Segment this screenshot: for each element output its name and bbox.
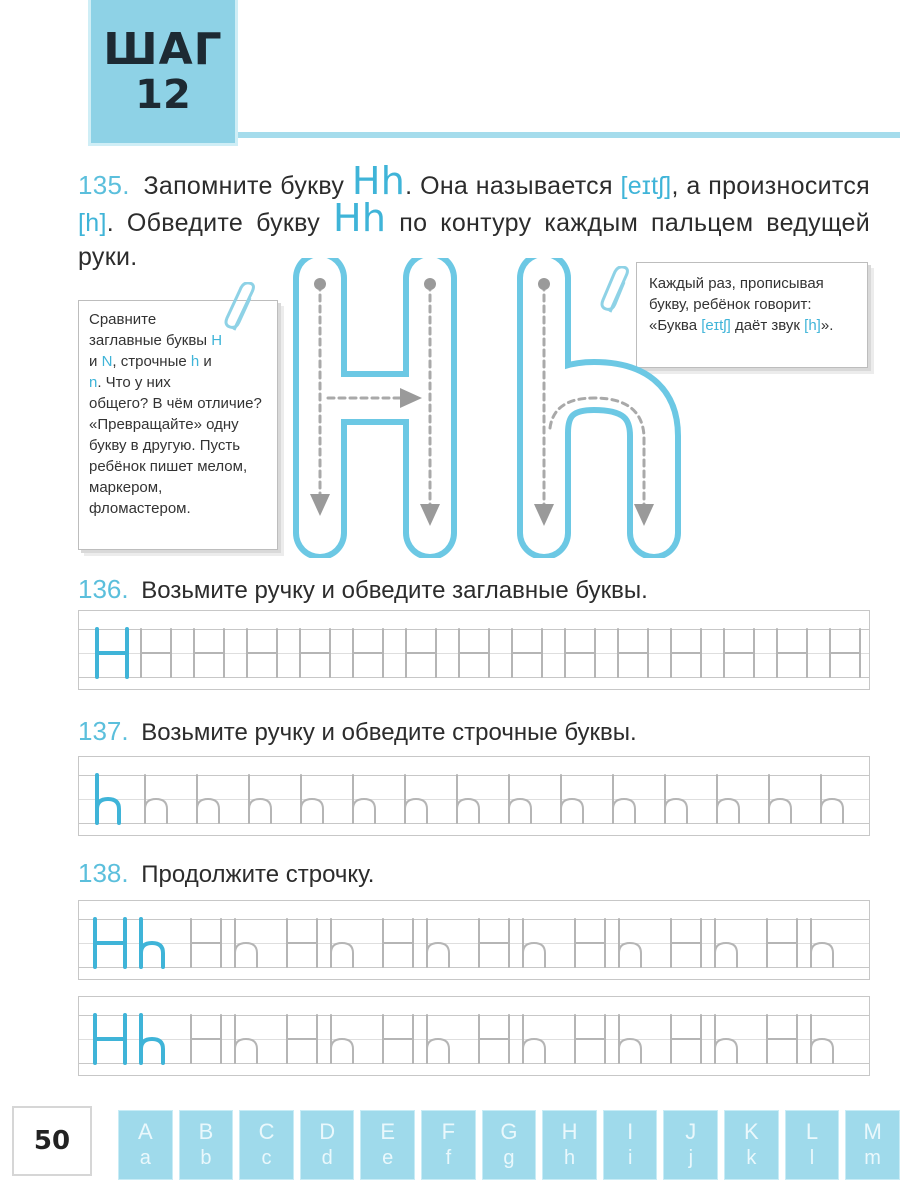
alphabet-uppercase: A [137, 1119, 153, 1144]
note-left-rest: общего? В чём отличие? «Превращайте» одну букву в другую. Пусть ребёнок пишет мелом, маркером, фломастером. [89, 395, 262, 517]
writing-lines-136 [78, 610, 870, 690]
alphabet-letter-f [421, 1110, 476, 1180]
task-136-text: Возьмите ручку и обведите заглавные буквы. [141, 577, 648, 604]
task-135-letter-2: Hh [333, 196, 387, 240]
trace-letter-h [811, 1015, 833, 1063]
trace-letter-H [575, 1015, 605, 1063]
trace-letter-H [512, 629, 542, 677]
trace-letter-h [427, 919, 449, 967]
step-number: 12 [135, 71, 191, 118]
trace-letter-h [811, 919, 833, 967]
task-135-text-1: Запомните букву [143, 172, 345, 200]
lowercase-h-tracing-row [79, 757, 871, 837]
trace-letter-H [671, 1015, 701, 1063]
trace-letter-H [575, 919, 605, 967]
trace-letter-h [331, 1015, 353, 1063]
trace-letter-h [235, 1015, 257, 1063]
trace-letter-H [671, 919, 701, 967]
alphabet-letter-i [603, 1110, 658, 1180]
alphabet-letter-a [118, 1110, 173, 1180]
task-135-text-4: . Обведите букву [106, 209, 321, 237]
note-left [78, 300, 278, 550]
model-letter-h [141, 1015, 163, 1063]
note-right-sound: [h] [804, 317, 821, 334]
trace-letter-h [145, 775, 167, 823]
alphabet-letter-k [724, 1110, 779, 1180]
alphabet-lowercase: b [200, 1147, 212, 1169]
alphabet-uppercase: I [627, 1119, 634, 1144]
trace-letter-h [821, 775, 843, 823]
trace-letter-h [561, 775, 583, 823]
trace-letter-H [383, 919, 413, 967]
writing-lines-137 [78, 756, 870, 836]
alphabet-lowercase: m [864, 1147, 881, 1169]
writing-lines-138-b [78, 996, 870, 1076]
alphabet-uppercase: E [380, 1119, 396, 1144]
trace-letter-H [767, 1015, 797, 1063]
note-left-text: заглавные буквы [89, 332, 208, 349]
note-left-text: , строчные [112, 353, 187, 370]
step-tab [88, 0, 238, 146]
trace-letter-h [717, 775, 739, 823]
alphabet-letter-d [300, 1110, 355, 1180]
task-138-number: 138. [78, 858, 129, 888]
model-letter-h [141, 919, 163, 967]
trace-letter-H [191, 919, 221, 967]
alphabet-uppercase: H [561, 1119, 578, 1144]
alphabet-lowercase: f [445, 1147, 452, 1169]
note-right-letter-name: [eɪtʃ] [701, 317, 731, 334]
trace-letter-H [406, 629, 436, 677]
trace-letter-H [194, 629, 224, 677]
uppercase-H-tracing-row [79, 611, 871, 691]
trace-letter-H [383, 1015, 413, 1063]
alphabet-letter-b [179, 1110, 234, 1180]
note-left-text: и [89, 353, 98, 370]
trace-letter-H [565, 629, 595, 677]
alphabet-lowercase: c [261, 1147, 272, 1169]
trace-letter-H [767, 919, 797, 967]
trace-letter-h [715, 1015, 737, 1063]
trace-letter-H [247, 629, 277, 677]
trace-letter-h [619, 1015, 641, 1063]
trace-letter-h [427, 1015, 449, 1063]
alphabet-lowercase: k [746, 1147, 757, 1169]
model-letter-H [97, 629, 127, 677]
task-135-text-5: по контуру каждым пальцем ведущей руки. [78, 209, 871, 271]
task-138-text: Продолжите строчку. [141, 861, 375, 888]
trace-letter-H [724, 629, 754, 677]
trace-letter-H [479, 1015, 509, 1063]
header-rule [238, 132, 900, 138]
trace-letter-h [619, 919, 641, 967]
trace-letter-h [249, 775, 271, 823]
task-137-number: 137. [78, 716, 129, 746]
note-left-letter-h: h [190, 353, 200, 370]
trace-letter-H [777, 629, 807, 677]
note-left-letter-n: n [89, 374, 98, 391]
Hh-tracing-row [79, 997, 871, 1077]
trace-letter-H [459, 629, 489, 677]
trace-letter-H [353, 629, 383, 677]
Hh-tracing-row [79, 901, 871, 981]
task-137-text: Возьмите ручку и обведите строчные буквы. [141, 719, 637, 746]
alphabet-letter-l [785, 1110, 840, 1180]
trace-letter-H [287, 919, 317, 967]
note-left-text: . Что у них [97, 374, 171, 391]
trace-letter-h [665, 775, 687, 823]
trace-letter-h [523, 1015, 545, 1063]
alphabet-letter-c [239, 1110, 294, 1180]
alphabet-letter-m [845, 1110, 900, 1180]
trace-letter-H [830, 629, 860, 677]
task-135-sound: [h] [78, 209, 107, 237]
alphabet-uppercase: B [198, 1119, 214, 1144]
alphabet-lowercase: e [382, 1147, 394, 1169]
note-left-line-1: Сравните [89, 311, 157, 328]
trace-letter-h [457, 775, 479, 823]
note-right-text-1: Каждый раз, прописывая букву, ребёнок говорит: «Буква [649, 275, 824, 334]
task-135-text-3: , а произносится [671, 172, 870, 200]
note-right-text-3: ». [820, 317, 834, 334]
task-135-letter-1: Hh [351, 159, 406, 203]
task-136-number: 136. [78, 574, 129, 604]
alphabet-uppercase: K [744, 1119, 759, 1144]
alphabet-uppercase: F [441, 1119, 456, 1144]
alphabet-uppercase: C [258, 1119, 275, 1144]
trace-letter-h [301, 775, 323, 823]
trace-letter-h [235, 919, 257, 967]
page-number: 50 [12, 1106, 92, 1176]
alphabet-lowercase: a [139, 1147, 151, 1169]
trace-letter-H [618, 629, 648, 677]
alphabet-uppercase: M [863, 1119, 882, 1144]
trace-letter-h [523, 919, 545, 967]
note-left-line-4 [89, 372, 267, 393]
task-135-letter-name: [eɪtʃ] [620, 172, 672, 200]
note-left-line-3 [89, 351, 267, 372]
note-left-letter-N: N [101, 353, 113, 370]
trace-letter-H [479, 919, 509, 967]
alphabet-lowercase: j [688, 1147, 694, 1169]
note-left-text: и [203, 353, 212, 370]
task-137 [78, 714, 637, 750]
model-letter-h [97, 775, 119, 823]
tracing-letters-Hh [282, 258, 722, 558]
trace-letter-h [613, 775, 635, 823]
alphabet-letter-e [360, 1110, 415, 1180]
step-word: ШАГ [103, 23, 223, 75]
alphabet-lowercase: h [564, 1147, 576, 1169]
alphabet-letter-h [542, 1110, 597, 1180]
note-right-text-2: даёт звук [734, 317, 800, 334]
trace-letter-H [287, 1015, 317, 1063]
task-135-text-2: . Она называется [405, 172, 613, 200]
trace-letter-h [769, 775, 791, 823]
task-136 [78, 572, 648, 608]
alphabet-uppercase: G [500, 1119, 518, 1144]
writing-lines-138-a [78, 900, 870, 980]
trace-letter-h [509, 775, 531, 823]
trace-letter-h [331, 919, 353, 967]
trace-letter-h [405, 775, 427, 823]
task-138 [78, 856, 374, 892]
trace-letter-h [353, 775, 375, 823]
alphabet-uppercase: L [805, 1119, 819, 1144]
note-left-letter-H: H [211, 332, 223, 349]
trace-letter-H [191, 1015, 221, 1063]
alphabet-uppercase: D [319, 1119, 336, 1144]
alphabet-uppercase: J [685, 1119, 697, 1144]
alphabet-letter-g [482, 1110, 537, 1180]
trace-letter-H [671, 629, 701, 677]
alphabet-letter-j [663, 1110, 718, 1180]
alphabet-strip [118, 1110, 900, 1180]
alphabet-lowercase: g [503, 1147, 515, 1169]
task-135-number: 135. [78, 170, 130, 200]
alphabet-lowercase: i [627, 1147, 633, 1169]
paperclip-icon [222, 282, 262, 334]
model-letter-H [95, 1015, 125, 1063]
alphabet-lowercase: d [321, 1147, 333, 1169]
trace-letter-H [300, 629, 330, 677]
trace-letter-h [197, 775, 219, 823]
trace-letter-h [715, 919, 737, 967]
model-letter-H [95, 919, 125, 967]
trace-letter-H [141, 629, 171, 677]
alphabet-lowercase: l [809, 1147, 815, 1169]
